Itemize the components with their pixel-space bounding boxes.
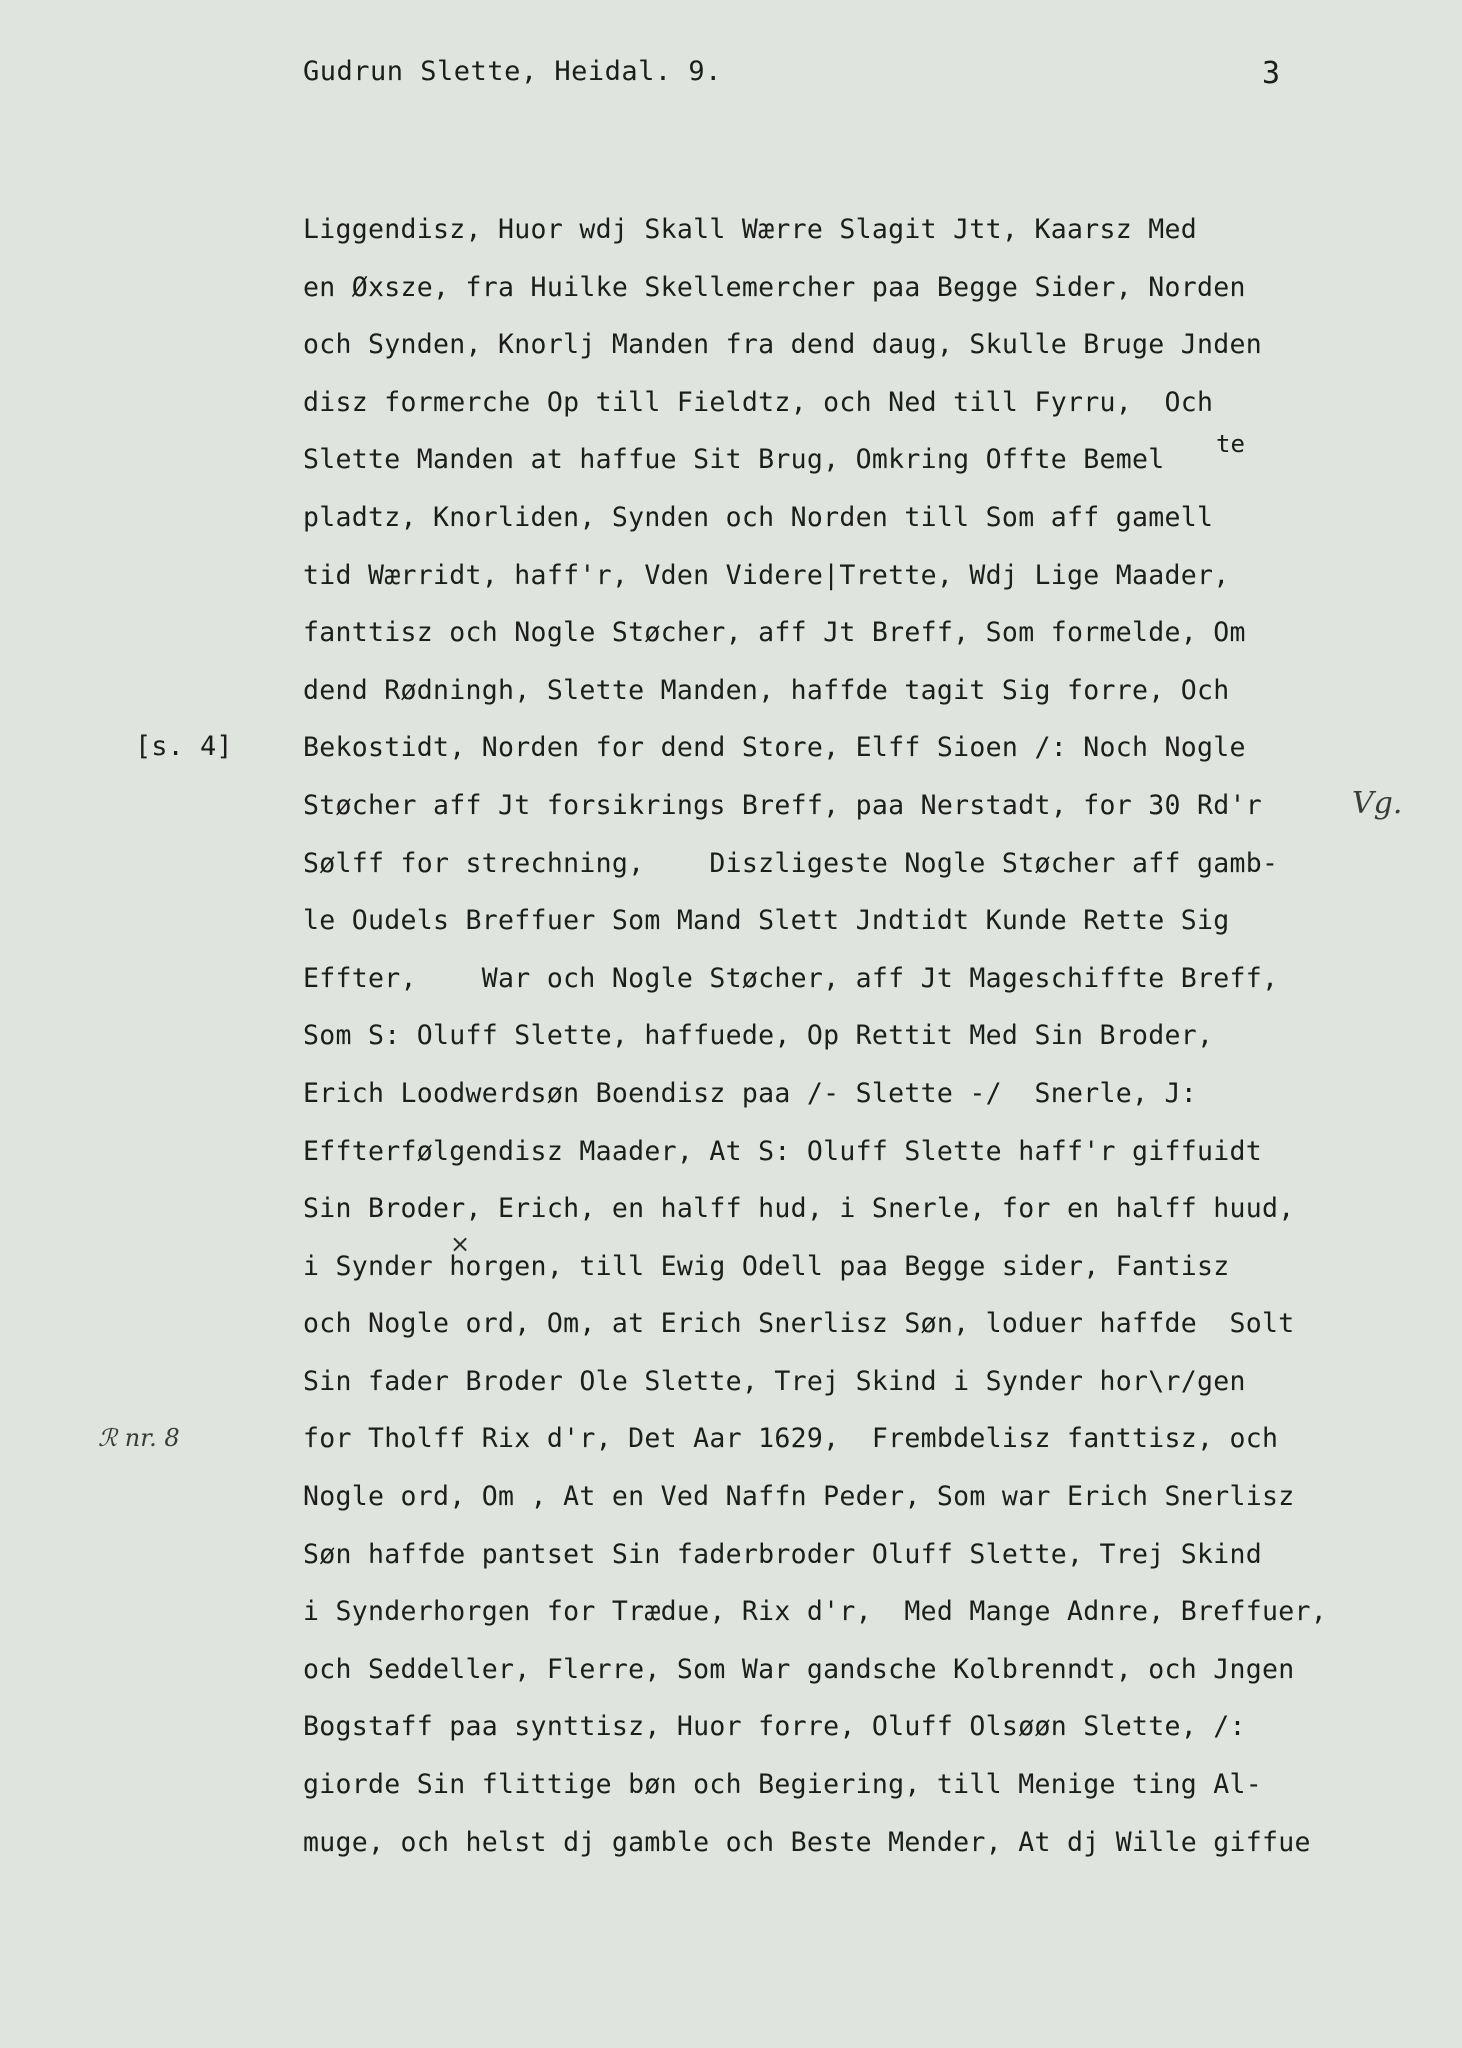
page-number: 3 <box>1262 56 1281 91</box>
text-line: och Nogle ord, Om, at Erich Snerlisz Søn, loduer haffde Solt <box>303 1308 1295 1340</box>
text-line: le Oudels Breffuer Som Mand Slett Jndtidt Kunde Rette Sig <box>303 905 1230 937</box>
text-line: och Synden, Knorlj Manden fra dend daug, Skulle Bruge Jnden <box>303 329 1263 361</box>
text-line: i Synder horgen, till Ewig Odell paa Begge sider, Fantisz <box>303 1250 1230 1282</box>
text-line: Effterfølgendisz Maader, At S: Oluff Slette haff'r giffuidt <box>303 1135 1263 1167</box>
text-line: Sølff for strechning, Diszligeste Nogle Støcher aff gamb- <box>303 847 1279 879</box>
text-line: for Tholff Rix d'r, Det Aar 1629, Frembdelisz fanttisz, och <box>303 1423 1279 1455</box>
text-line: Slette Manden at haffue Sit Brug, Omkring Offte Bemel <box>303 444 1165 476</box>
text-line: Bogstaff paa synttisz, Huor forre, Oluff Olsøøn Slette, /: <box>303 1711 1246 1743</box>
text-line: Effter, War och Nogle Støcher, aff Jt Mageschiffte Breff, <box>303 962 1279 994</box>
superscript-insertion: te <box>1216 430 1245 458</box>
text-line: dend Rødningh, Slette Manden, haffde tagit Sig forre, Och <box>303 674 1230 706</box>
text-line: i Synderhorgen for Trædue, Rix d'r, Med Mange Adnre, Breffuer, <box>303 1596 1328 1628</box>
text-line: fanttisz och Nogle Støcher, aff Jt Breff, Som formelde, Om <box>303 617 1246 649</box>
text-line: en Øxsze, fra Huilke Skellemercher paa Begge Sider, Norden <box>303 271 1246 303</box>
text-line: Sin Broder, Erich, en halff hud, i Snerle, for en halff huud, <box>303 1193 1295 1225</box>
text-line: pladtz, Knorliden, Synden och Norden till Som aff gamell <box>303 501 1214 533</box>
text-line: Erich Loodwerdsøn Boendisz paa /- Slette -/ Snerle, J: <box>303 1077 1197 1109</box>
text-line: och Seddeller, Flerre, Som War gandsche Kolbrenndt, och Jngen <box>303 1653 1295 1685</box>
text-line: Sin fader Broder Ole Slette, Trej Skind i Synder hor\r/gen <box>303 1365 1246 1397</box>
text-line: Søn haffde pantset Sin faderbroder Oluff Slette, Trej Skind <box>303 1538 1263 1570</box>
text-line: tid Wærridt, haff'r, Vden Videre|Trette, Wdj Lige Maader, <box>303 559 1230 591</box>
margin-note-page-ref: [s. 4] <box>135 731 233 762</box>
margin-note-reference: ℛ nr. 8 <box>98 1424 180 1452</box>
margin-note-handwritten: Vg. <box>1352 786 1403 821</box>
text-line: disz formerche Op till Fieldtz, och Ned till Fyrru, Och <box>303 386 1214 418</box>
transcription-body <box>303 212 1327 1882</box>
text-line: giorde Sin flittige bøn och Begiering, till Menige ting Al- <box>303 1769 1263 1801</box>
text-line: Nogle ord, Om , At en Ved Naffn Peder, Som war Erich Snerlisz <box>303 1481 1295 1513</box>
text-line: Liggendisz, Huor wdj Skall Wærre Slagit Jtt, Kaarsz Med <box>303 214 1197 245</box>
insertion-mark: × <box>450 1230 471 1258</box>
text-line: Som S: Oluff Slette, haffuede, Op Rettit Med Sin Broder, <box>303 1020 1214 1052</box>
text-line: muge, och helst dj gamble och Beste Mender, At dj Wille giffue <box>303 1826 1311 1858</box>
page-header-title: Gudrun Slette, Heidal. 9. <box>303 56 722 87</box>
text-line: Bekostidt, Norden for dend Store, Elff Sioen /: Noch Nogle <box>303 732 1246 764</box>
text-line: Støcher aff Jt forsikrings Breff, paa Nerstadt, for 30 Rd'r <box>303 789 1263 821</box>
